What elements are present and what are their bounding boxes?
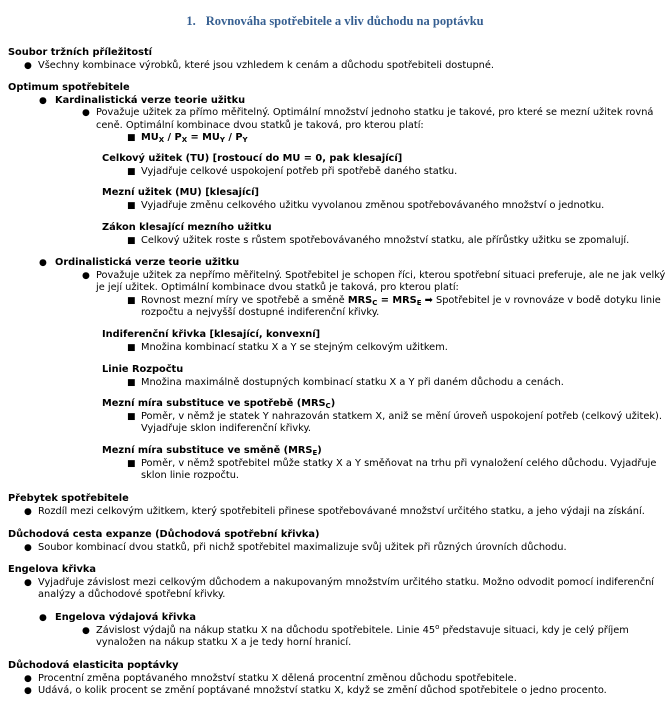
list-item: ● Považuje užitek za přímo měřitelný. Optimální množství jednoho statku je takové, pro které se mezní užitek rovná ceně. Optimální kombinace dvou statků je taková, pro kterou platí: — [82, 107, 654, 131]
list-item: ■ Rovnost mezní míry ve spotřebě a směně $MRS_C = MRS_E$ ➡ Spotřebitel je v rovnováze v bodě dotyku linie rozpočtu a nejvyšší dostupné indiferenční křivky. — [127, 294, 661, 318]
subsection-ordinal — [8, 257, 666, 320]
list-item: ■ Poměr, v němž je statek Y nahrazován statkem X, aniž se mění úroveň uspokojení potřeb (celkový užitek). Vyjadřuje sklon indiferenční křivky. — [127, 410, 662, 434]
bullet-icon: ■ — [127, 458, 136, 469]
section-heading: Důchodová cesta expanze (Důchodová spotřební křivka) — [8, 529, 320, 540]
subsection-heading: Mezní užitek (MU) [klesající] — [102, 187, 259, 198]
subsection-heading: ● Ordinalistická verze teorie užitku — [39, 257, 240, 268]
bullet-icon: ■ — [127, 411, 136, 422]
bullet-icon: ● — [39, 95, 47, 106]
subsection-heading: Mezní míra substituce ve spotřebě $(MRS_C)$ — [102, 398, 336, 410]
bullet-icon: ● — [24, 577, 32, 588]
bullet-icon: ● — [24, 506, 32, 517]
list-item: ● Považuje užitek za nepřímo měřitelný. Spotřebitel je schopen říci, kterou spotřební situaci preferuje, ale ne jak velký je její užitek. Optimální kombinace dvou statků je taková, pro kterou platí: — [82, 269, 666, 293]
section-heading: Soubor tržních příležitostí — [8, 47, 153, 58]
section-optimum — [8, 82, 666, 145]
list-item: ● Soubor kombinací dvou statků, při nichž spotřebitel maximalizuje svůj užitek při různých úrovních důchodu. — [24, 541, 567, 553]
subsection-lr — [8, 364, 666, 389]
bullet-icon: ● — [24, 686, 32, 696]
subsection-mrse — [8, 445, 666, 483]
subsection-ik — [8, 329, 666, 354]
bullet-icon: ● — [39, 258, 47, 268]
section-cesta — [8, 529, 666, 554]
subsection-heading: ● Engelova výdajová křivka — [39, 612, 196, 623]
section-heading: Důchodová elasticita poptávky — [8, 660, 179, 671]
subsection-zakon — [8, 222, 666, 247]
subsection-heading: ● Kardinalistická verze teorie užitku — [39, 94, 246, 106]
list-item: ■ Množina maximálně dostupných kombinací statku X a Y při daném důchodu a cenách. — [127, 376, 564, 388]
list-item: ● Procentní změna poptávaného množství statku X dělená procentní změnou důchodu spotřebitele. — [24, 672, 517, 684]
bullet-icon: ● — [24, 60, 32, 71]
subsection-tu — [8, 153, 666, 178]
section-engel — [8, 564, 666, 602]
list-item: ■ Poměr, v němž spotřebitel může statky X a Y směňovat na trhu při vynaložení celého důchodu. Vyjadřuje sklon linie rozpočtu. — [127, 457, 657, 481]
title-text: Rovnováha spotřebitele a vliv důchodu na poptávku — [205, 14, 484, 28]
list-item: ● Všechny kombinace výrobků, které jsou vzhledem k cenám a důchodu spotřebiteli dostupné. — [24, 59, 495, 71]
subsection-heading: Mezní míra substituce ve směně $(MRS_E)$ — [102, 445, 322, 457]
bullet-icon: ● — [24, 673, 32, 684]
title-number: 1. — [186, 14, 196, 28]
bullet-icon: ■ — [127, 166, 136, 177]
section-heading: Přebytek spotřebitele — [8, 493, 129, 504]
list-item: ● Vyjadřuje závislost mezi celkovým důchodem a nakupovaným množstvím určitého statku. Možno odvodit pomocí indiferenční analýzy a důchodové spotřební křivky. — [24, 576, 655, 600]
bullet-icon: ■ — [127, 295, 136, 306]
section-prebytek — [8, 493, 666, 518]
subsection-vydajova — [8, 612, 666, 650]
bullet-icon: ● — [82, 108, 90, 118]
section-elasticita — [8, 660, 666, 698]
list-item: ● Rozdíl mezi celkovým užitkem, který spotřebiteli přinese spotřebovávané množství určitého statku, a jeho výdaji na získání. — [24, 505, 645, 517]
subsection-mrsc — [8, 398, 666, 436]
arrow-right-icon: ➡ — [424, 294, 433, 306]
bullet-icon: ● — [39, 613, 47, 623]
bullet-icon: ■ — [127, 133, 136, 143]
subsection-heading: Indiferenční křivka [klesající, konvexní] — [102, 329, 321, 340]
bullet-icon: ● — [82, 625, 90, 636]
bullet-icon: ■ — [127, 342, 136, 353]
section-heading: Optimum spotřebitele — [8, 82, 130, 93]
list-item: ■ Vyjadřuje celkové uspokojení potřeb při spotřebě daného statku. — [127, 165, 458, 177]
list-item: ● Udává, o kolik procent se změní poptávané množství statku X, když se změní důchod spotřebitele o jedno procento. — [24, 685, 607, 696]
bullet-icon: ■ — [127, 235, 136, 246]
subsection-heading: Zákon klesající mezního užitku — [102, 222, 272, 233]
subsection-mu — [8, 187, 666, 212]
formula-item — [8, 132, 666, 145]
bullet-icon: ● — [24, 542, 32, 553]
list-item: ■ Vyjadřuje změnu celkového užitku vyvolanou změnou spotřebovávaného množství o jednotku. — [127, 199, 605, 211]
list-item: ● Závislost výdajů na nákup statku X na důchodu spotřebitele. Linie 45$^o$ představuje situaci, kdy je celý příjem vynaložen na nákup statku X a je tedy horní hranicí. — [82, 622, 629, 648]
formula: $MU_X / P_X = MU_Y / P_Y$ — [141, 132, 248, 144]
bullet-icon: ● — [82, 270, 90, 281]
list-item: ■ Množina kombinací statku X a Y se stejným celkovým užitkem. — [127, 341, 448, 353]
section-heading: Engelova křivka — [8, 564, 97, 575]
section-soubor — [8, 47, 666, 72]
subsection-heading: Linie Rozpočtu — [102, 364, 184, 375]
document-title — [0, 15, 670, 28]
subsection-heading: Celkový užitek (TU) [rostoucí do MU = 0, pak klesající] — [102, 153, 403, 164]
list-item: ■ Celkový užitek roste s růstem spotřebovávaného množství statku, ale přírůstky užitku se zpomalují. — [127, 234, 630, 246]
bullet-icon: ■ — [127, 377, 136, 388]
bullet-icon: ■ — [127, 200, 136, 211]
